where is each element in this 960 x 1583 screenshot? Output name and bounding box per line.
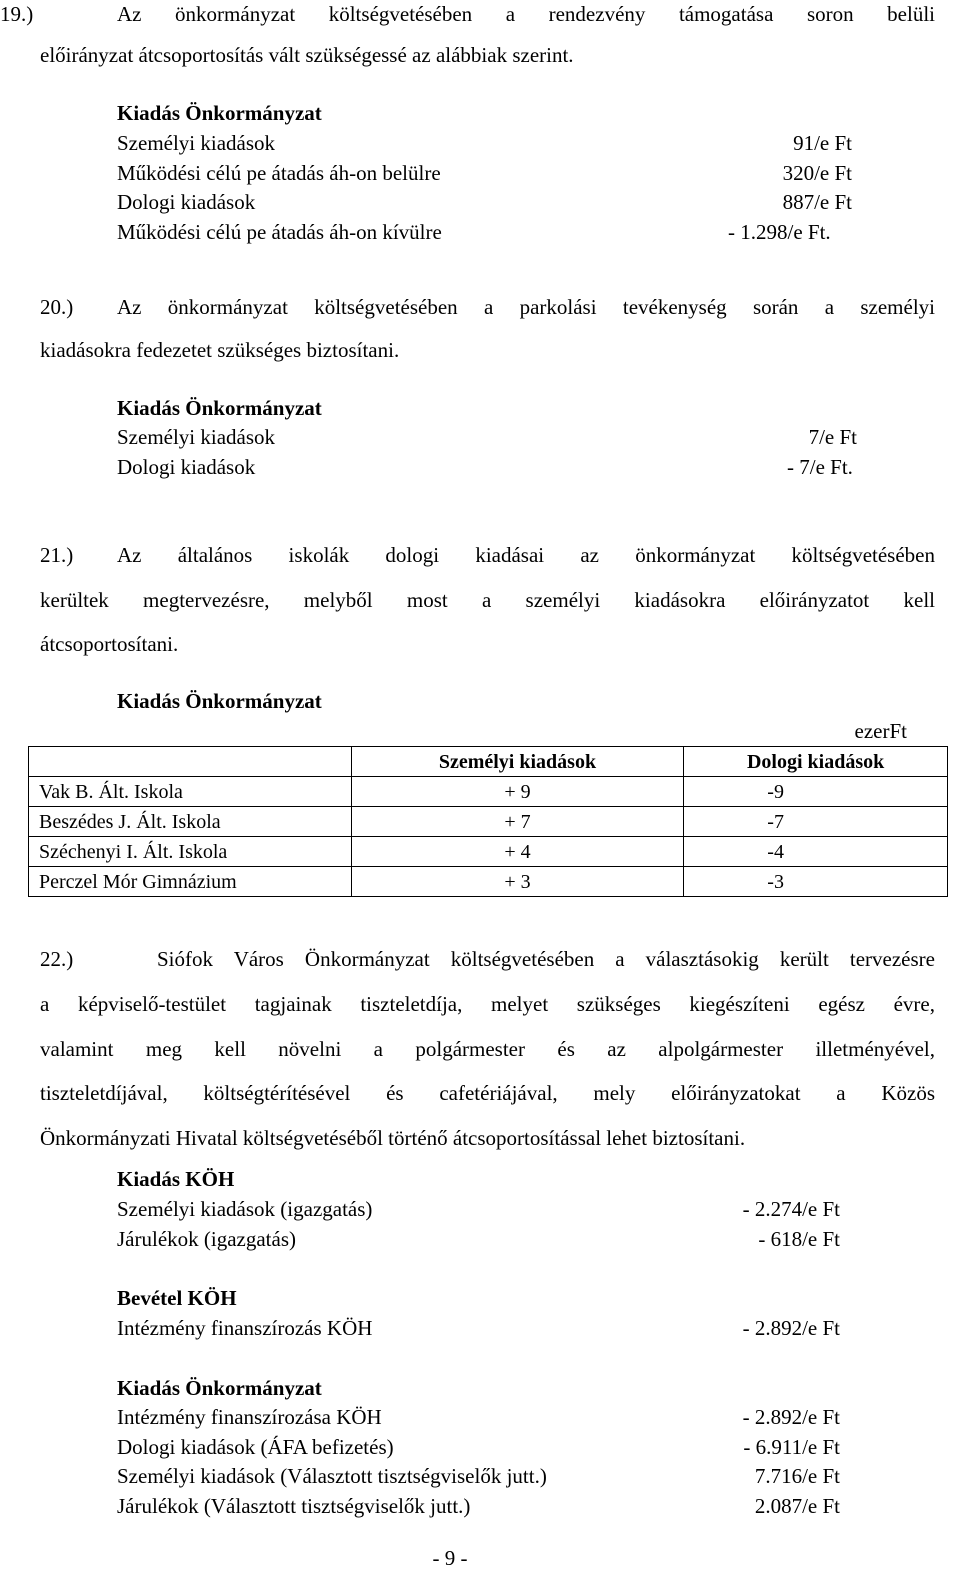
section-22-row-label: Személyi kiadások (Választott tisztségviselők jutt.) — [117, 1464, 547, 1488]
table-cell-szemelyi: + 9 — [351, 777, 684, 807]
section-20-row-value: - 7/e Ft. — [787, 455, 853, 479]
table-row — [29, 807, 948, 837]
section-21-heading: Kiadás Önkormányzat — [117, 689, 322, 713]
section-20-text-line2: kiadásokra fedezetet szükséges biztosítani. — [40, 338, 400, 362]
section-22-row-value: 2.087/e Ft — [754, 1494, 840, 1518]
section-20-row-label: Dologi kiadások — [117, 455, 256, 479]
table-header-cell: Dologi kiadások — [684, 747, 948, 777]
table-header-cell: Személyi kiadások — [351, 747, 684, 777]
section-22-row-label: Dologi kiadások (ÁFA befizetés) — [117, 1435, 394, 1459]
table-cell-name: Perczel Mór Gimnázium — [29, 867, 352, 897]
school-transfer-table — [28, 746, 948, 897]
section-22-row-value: - 618/e Ft — [758, 1227, 840, 1251]
section-22-heading-kiadas-onkormanyzat: Kiadás Önkormányzat — [117, 1376, 322, 1400]
table-row — [29, 777, 948, 807]
section-19-text-line1: Az önkormányzat költségvetésében a rendezvény támogatása soron belüli — [117, 2, 935, 26]
section-22-number: 22.) — [40, 947, 74, 971]
section-22-row-value: - 2.892/e Ft — [742, 1316, 840, 1340]
section-22-row-label: Személyi kiadások (igazgatás) — [117, 1197, 373, 1221]
section-20-heading: Kiadás Önkormányzat — [117, 396, 322, 420]
section-19-row-label: Személyi kiadások — [117, 131, 276, 155]
table-cell-szemelyi: + 3 — [351, 867, 684, 897]
table-cell-dologi: -7 — [684, 807, 948, 837]
section-20-number: 20.) — [40, 295, 74, 319]
section-22-row-value: - 2.892/e Ft — [742, 1405, 840, 1429]
section-19-row-label: Működési célú pe átadás áh-on belülre — [117, 161, 441, 185]
table-header-row — [29, 747, 948, 777]
page-number: - 9 - — [432, 1546, 468, 1570]
section-22-row-label: Intézmény finanszírozás KÖH — [117, 1316, 373, 1340]
section-19-row-value: - 1.298/e Ft. — [728, 220, 831, 244]
section-19-row-value: 320/e Ft — [782, 161, 852, 185]
section-19-row-label: Működési célú pe átadás áh-on kívülre — [117, 220, 442, 244]
section-19-heading: Kiadás Önkormányzat — [117, 101, 322, 125]
table-cell-name: Beszédes J. Ált. Iskola — [29, 807, 352, 837]
table-cell-dologi: -3 — [684, 867, 948, 897]
section-22-text-line4: tiszteletdíjával, költségtérítésével és cafetériájával, mely előirányzatokat a Közös — [40, 1081, 935, 1105]
section-20-row-value: 7/e Ft — [808, 425, 857, 449]
section-19-number: 19.) — [0, 2, 34, 26]
section-21-text-line3: átcsoportosítani. — [40, 632, 179, 656]
table-row — [29, 867, 948, 897]
table-header-cell — [29, 747, 352, 777]
section-22-text-line5: Önkormányzati Hivatal költségvetéséből történő átcsoportosítással lehet biztosítani. — [40, 1126, 746, 1150]
table-cell-szemelyi: + 4 — [351, 837, 684, 867]
section-22-heading-bevetel-koh: Bevétel KÖH — [117, 1286, 237, 1310]
section-20-row-label: Személyi kiadások — [117, 425, 276, 449]
section-22-row-label: Járulékok (igazgatás) — [117, 1227, 297, 1251]
table-cell-dologi: -9 — [684, 777, 948, 807]
section-22-row-value: 7.716/e Ft — [754, 1464, 840, 1488]
table-row — [29, 837, 948, 867]
section-22-text-line3: valamint meg kell növelni a polgármester és az alpolgármester illetményével, — [40, 1037, 935, 1061]
section-22-row-value: - 6.911/e Ft — [743, 1435, 840, 1459]
table-cell-szemelyi: + 7 — [351, 807, 684, 837]
section-22-heading-kiadas-koh: Kiadás KÖH — [117, 1167, 235, 1191]
section-22-row-label: Intézmény finanszírozása KÖH — [117, 1405, 382, 1429]
section-22-text-line2: a képviselő-testület tagjainak tiszteletdíja, melyet szükséges kiegészíteni egész évre, — [40, 992, 935, 1016]
section-22-row-label: Járulékok (Választott tisztségviselők jutt.) — [117, 1494, 471, 1518]
section-19-row-label: Dologi kiadások — [117, 190, 256, 214]
table-cell-dologi: -4 — [684, 837, 948, 867]
section-21-number: 21.) — [40, 543, 74, 567]
section-22-row-value: - 2.274/e Ft — [742, 1197, 840, 1221]
section-21-unit: ezerFt — [854, 719, 907, 743]
section-22-text-line1: Siófok Város Önkormányzat költségvetésében a választásokig került tervezésre — [157, 947, 935, 971]
section-20-text-line1: Az önkormányzat költségvetésében a parkolási tevékenység során a személyi — [117, 295, 935, 319]
section-21-text-line2: kerültek megtervezésre, melyből most a személyi kiadásokra előirányzatot kell — [40, 588, 935, 612]
table-cell-name: Széchenyi I. Ált. Iskola — [29, 837, 352, 867]
section-19-text-line2: előirányzat átcsoportosítás vált szükségessé az alábbiak szerint. — [40, 43, 574, 67]
table-cell-name: Vak B. Ált. Iskola — [29, 777, 352, 807]
section-19-row-value: 91/e Ft — [793, 131, 852, 155]
section-21-text-line1: Az általános iskolák dologi kiadásai az önkormányzat költségvetésében — [117, 543, 935, 567]
section-19-row-value: 887/e Ft — [782, 190, 852, 214]
